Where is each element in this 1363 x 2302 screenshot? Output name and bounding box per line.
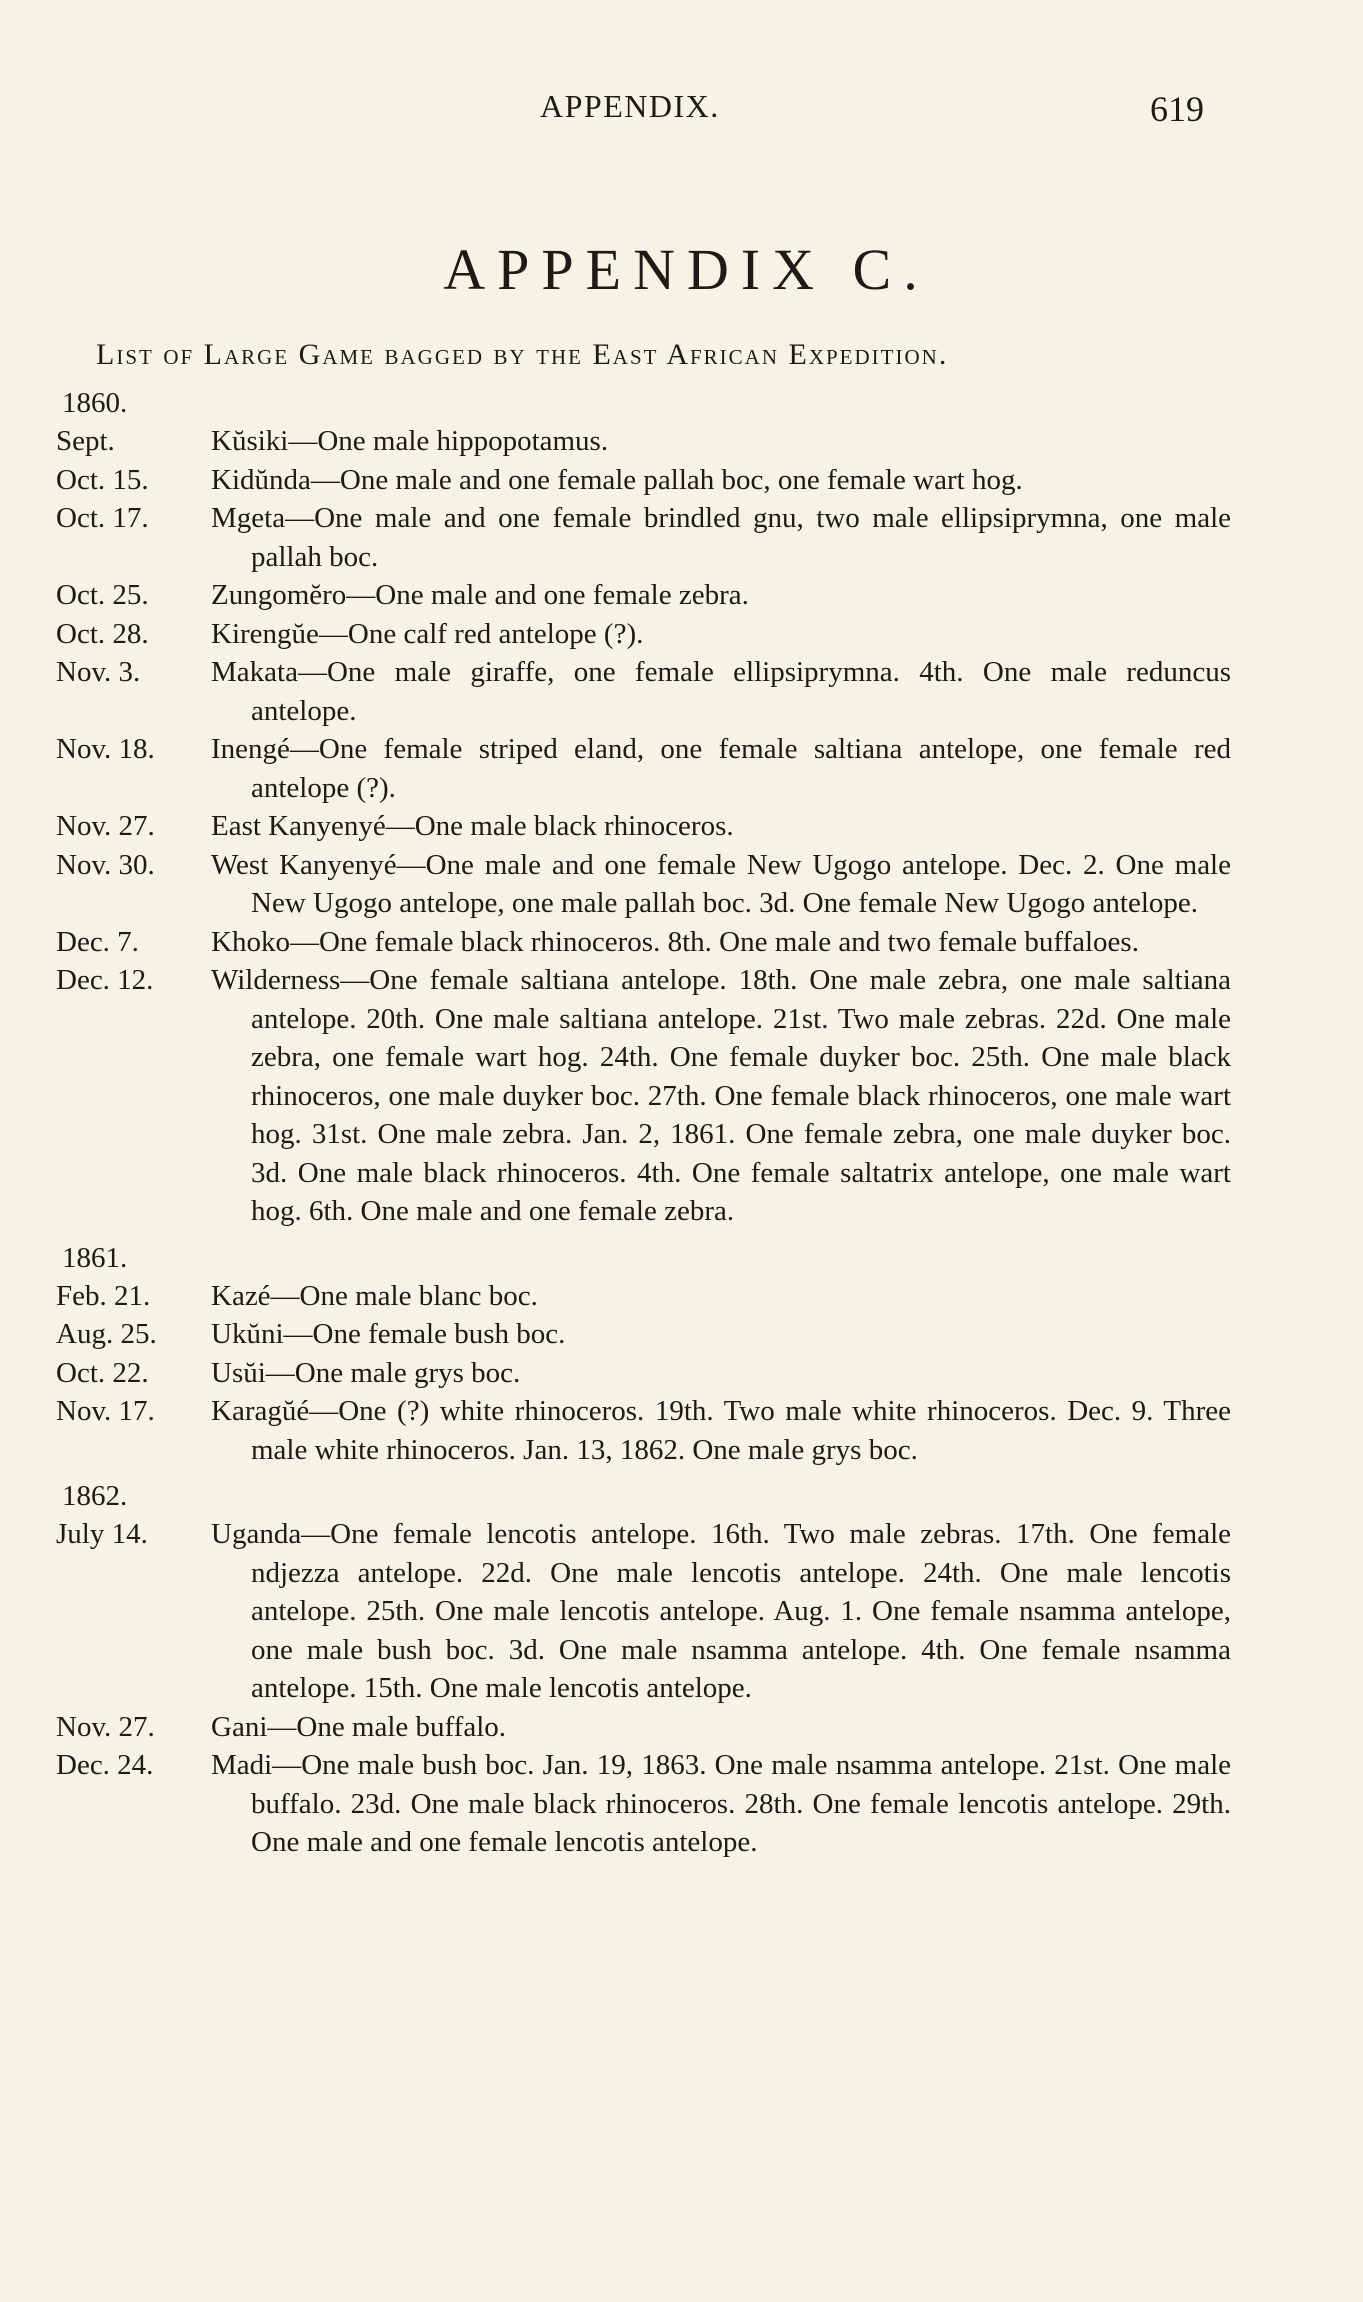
entry-date: Oct. 22. xyxy=(56,1356,149,1389)
list-entry xyxy=(56,653,1231,730)
entry-date: Nov. 18. xyxy=(56,733,155,765)
list-entry xyxy=(56,461,1231,500)
list-entry xyxy=(56,499,1231,576)
entry-text: Gani—One male buffalo. xyxy=(211,1710,507,1743)
entry-date: Dec. 7. xyxy=(56,925,139,958)
game-list xyxy=(56,384,1231,1862)
list-entry xyxy=(56,615,1231,654)
list-entry xyxy=(56,1354,1231,1393)
entry-text: Karagŭé—One (?) white rhinoceros. 19th. Two male white rhinoceros. Dec. 9. Three male white rhinoceros. Jan. 13, 1862. One male grys boc. xyxy=(211,1395,1231,1466)
entry-text: Inengé—One female striped eland, one female saltiana antelope, one female red antelope (?). xyxy=(211,733,1231,804)
entry-text: Uganda—One female lencotis antelope. 16th. Two male zebras. 17th. One female ndjezza antelope. 22d. One male lencotis antelope. 24th. One male lencotis antelope. 25th. One male lencotis antelope. Aug. 1. One female nsamma antelope, one male bush boc. 3d. One male nsamma antelope. 4th. One female nsamma antelope. 15th. One male lencotis antelope. xyxy=(211,1518,1231,1704)
year-heading: 1861. xyxy=(62,1241,128,1274)
entry-date: Sept. xyxy=(56,425,115,457)
list-entry xyxy=(56,1392,1231,1469)
entry-text: Madi—One male bush boc. Jan. 19, 1863. One male nsamma antelope. 21st. One male buffalo. 23d. One male black rhinoceros. 28th. One female lencotis antelope. 29th. One male and one female lencotis antelope. xyxy=(211,1749,1231,1858)
list-heading: List of Large Game bagged by the East African Expedition. xyxy=(96,338,949,371)
list-entry xyxy=(56,1277,1231,1316)
entry-text: Ukŭni—One female bush boc. xyxy=(211,1318,566,1350)
entry-date: Nov. 17. xyxy=(56,1395,155,1427)
entry-date: Oct. 15. xyxy=(56,463,149,496)
list-entry xyxy=(56,1746,1231,1862)
entry-date: Nov. 27. xyxy=(56,1710,155,1743)
entry-text: East Kanyenyé—One male black rhinoceros. xyxy=(211,810,734,842)
list-entry xyxy=(56,1315,1231,1354)
entry-date: Oct. 25. xyxy=(56,579,149,611)
year-heading: 1862. xyxy=(62,1480,128,1512)
entry-text: West Kanyenyé—One male and one female New Ugogo antelope. Dec. 2. One male New Ugogo antelope, one male pallah boc. 3d. One female New Ugogo antelope. xyxy=(211,848,1231,919)
list-entry xyxy=(56,1515,1231,1708)
entry-text: Kŭsiki—One male hippopotamus. xyxy=(211,425,609,457)
year-heading: 1860. xyxy=(62,387,128,419)
entry-text: Khoko—One female black rhinoceros. 8th. One male and two female buffaloes. xyxy=(211,925,1139,958)
list-entry xyxy=(56,807,1231,846)
running-title: APPENDIX. xyxy=(540,88,720,124)
entry-text: Wilderness—One female saltiana antelope. 18th. One male zebra, one male saltiana antelope. 20th. One male saltiana antelope. 21st. Two male zebras. 22d. One male zebra, one female wart hog. 24th. One female duyker boc. 25th. One male black rhinoceros, one male duyker boc. 27th. One female black rhinoceros, one male wart hog. 31st. One male zebra. Jan. 2, 1861. One female zebra, one male duyker boc. 3d. One male black rhinoceros. 4th. One female saltatrix antelope, one male wart hog. 6th. One male and one female zebra. xyxy=(211,964,1231,1227)
list-entry xyxy=(56,422,1231,461)
entry-text: Kirengŭe—One calf red antelope (?). xyxy=(211,617,644,650)
entry-text: Mgeta—One male and one female brindled gnu, two male ellipsiprymna, one male pallah boc. xyxy=(211,502,1231,573)
entry-date: Aug. 25. xyxy=(56,1318,157,1350)
list-entry xyxy=(56,923,1231,962)
entry-text: Zungomĕro—One male and one female zebra. xyxy=(211,579,749,611)
page-number: 619 xyxy=(1150,89,1204,129)
list-entry xyxy=(56,846,1231,923)
entry-date: Feb. 21. xyxy=(56,1279,151,1312)
appendix-title: APPENDIX C. xyxy=(443,237,930,302)
entry-date: Dec. 24. xyxy=(56,1749,154,1781)
entry-text: Kidŭnda—One male and one female pallah boc, one female wart hog. xyxy=(211,463,1023,496)
entry-date: Dec. 12. xyxy=(56,964,154,996)
running-head xyxy=(0,88,1363,138)
entry-date: Nov. 3. xyxy=(56,656,141,688)
entry-date: July 14. xyxy=(56,1518,148,1550)
entry-text: Makata—One male giraffe, one female ellipsiprymna. 4th. One male reduncus antelope. xyxy=(211,656,1231,727)
entry-date: Oct. 17. xyxy=(56,502,149,534)
entry-text: Usŭi—One male grys boc. xyxy=(211,1356,521,1389)
list-entry xyxy=(56,1708,1231,1747)
list-entry xyxy=(56,730,1231,807)
entry-date: Nov. 27. xyxy=(56,810,155,842)
list-entry xyxy=(56,576,1231,615)
entry-text: Kazé—One male blanc boc. xyxy=(211,1279,538,1312)
entry-date: Nov. 30. xyxy=(56,848,155,881)
entry-date: Oct. 28. xyxy=(56,617,149,650)
list-entry xyxy=(56,961,1231,1231)
